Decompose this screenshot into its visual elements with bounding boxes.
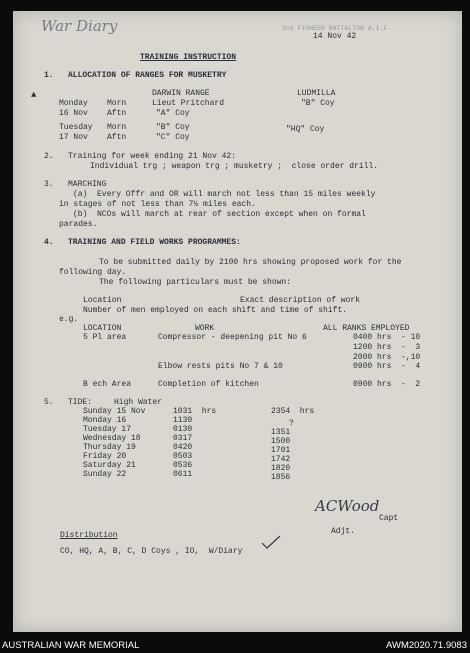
archive-name: AUSTRALIAN WAR MEMORIAL [2,640,140,651]
r2-time: Aftn [107,109,127,118]
table-header-work: WORK [195,324,215,333]
tide-time-1: 0317 [173,434,193,443]
section-5-heading: 5. TIDE: [44,398,93,407]
document-page [13,11,462,632]
eg-label: e.g. [59,315,79,324]
tide-time-2: ? [289,419,294,428]
margin-mark: ▲ [31,90,37,100]
signatory-rank: Capt [379,514,399,523]
r2-day: 16 Nov [59,109,88,118]
section-3-line-3: (b) NCOs will march at rear of section except when on formal [73,210,366,219]
tide-day: Thursday 19 [83,443,136,452]
document-title: TRAINING INSTRUCTION [140,53,237,62]
r1-day: Monday [59,99,88,108]
tide-time-2: 1500 [271,437,291,446]
r4-time: Aftn [107,133,127,142]
r2-darwin: "A" Coy [156,109,190,118]
tide-day: Wednesday 18 [83,434,141,443]
r1-time: Morn [107,99,127,108]
signature: ACWood [315,497,380,515]
e3-shift-a: 0900 hrs - 2 [353,380,421,389]
r1-ludmilla: "B" Coy [301,99,335,108]
tide-day: Tuesday 17 [83,425,132,434]
tide-time-2: 1742 [271,455,291,464]
signatory-appointment: Adjt. [331,527,356,536]
tide-time-1: 1130 [173,416,193,425]
e2-shift-a: 0900 hrs - 4 [353,362,421,371]
particular-location: Location [83,296,122,305]
tide-time-2: 2354 hrs [271,407,315,416]
e1-shift-a: 0400 hrs - 10 [353,333,421,342]
table-header-ranks: ALL RANKS EMPLOYED [323,324,410,333]
section-3-line-2: in stages of not less than 7½ miles each. [59,200,256,209]
tide-day: Friday 20 [83,452,127,461]
r3-day: Tuesday [59,123,93,132]
e3-work: Completion of kitchen [158,380,259,389]
table-header-location: LOCATION [83,324,122,333]
tide-time-2: 1701 [271,446,291,455]
particular-number: Number of men employed on each shift and time of shift. [83,306,348,315]
distribution-list: CO, HQ, A, B, C, D Coys , IO, W/Diary [60,547,243,556]
r3-ludmilla: "HQ" Coy [286,125,325,134]
e1-shift-c: 2000 hrs -,10 [353,353,421,362]
section-4-heading: 4. TRAINING AND FIELD WORKS PROGRAMMES: [44,238,241,247]
handwritten-note: War Diary [41,17,118,35]
e3-location: B ech Area [83,380,132,389]
section-4-line-2: following day. [59,268,127,277]
section-4-line-3: The following particulars must be shown: [99,278,292,287]
document-date: 14 Nov 42 [313,32,357,41]
tide-subheading: High Water [114,398,163,407]
section-3-line-1: (a) Every Offr and OR will march not less than 15 miles weekly [73,190,376,199]
tide-time-2: 1351 [271,428,291,437]
col-darwin-range: DARWIN RANGE [152,89,210,98]
checkmark-icon [260,534,282,550]
r4-darwin: "C" Coy [156,133,190,142]
tide-day: Monday 16 [83,416,127,425]
r4-day: 17 Nov [59,133,88,142]
particular-exact: Exact description of work [240,296,361,305]
r1-darwin: Lieut Pritchard [152,99,225,108]
tide-day: Saturday 21 [83,461,136,470]
e1-work: Compressor - deepening pit No 6 [158,333,307,342]
section-3-heading: 3. MARCHING [44,180,107,189]
e1-location: 5 Pl area [83,333,127,342]
distribution-heading: Distribution [60,531,118,540]
section-2-text: Individual trg ; weapon trg ; musketry ; close order drill. [90,162,379,171]
r3-darwin: "B" Coy [156,123,190,132]
section-4-line-1: To be submitted daily by 2100 hrs showing proposed work for the [99,258,402,267]
archive-reference: AWM2020.71.9083 [386,640,467,651]
col-ludmilla: LUDMILLA [297,89,336,98]
archive-footer [0,638,470,653]
section-2-heading: 2. Training for week ending 21 Nov 42: [44,152,237,161]
tide-time-1: 0420 [173,443,193,452]
r3-time: Morn [107,123,127,132]
tide-time-1: 0130 [173,425,193,434]
tide-time-2: 1820 [271,464,291,473]
tide-time-1: 1031 hrs [173,407,217,416]
section-1-heading: 1. ALLOCATION OF RANGES FOR MUSKETRY [44,71,227,80]
tide-time-1: 0611 [173,470,193,479]
section-3-line-4: parades. [59,220,98,229]
tide-day: Sunday 15 Nov [83,407,146,416]
tide-time-1: 0503 [173,452,193,461]
unit-stamp: 2nd PIONEER BATTALION A.I.F. [282,25,392,32]
tide-time-1: 0536 [173,461,193,470]
e2-work: Elbow rests pits No 7 & 10 [158,362,283,371]
e1-shift-b: 1200 hrs - 3 [353,343,421,352]
tide-time-2: 1856 [271,473,291,482]
tide-day: Sunday 22 [83,470,127,479]
